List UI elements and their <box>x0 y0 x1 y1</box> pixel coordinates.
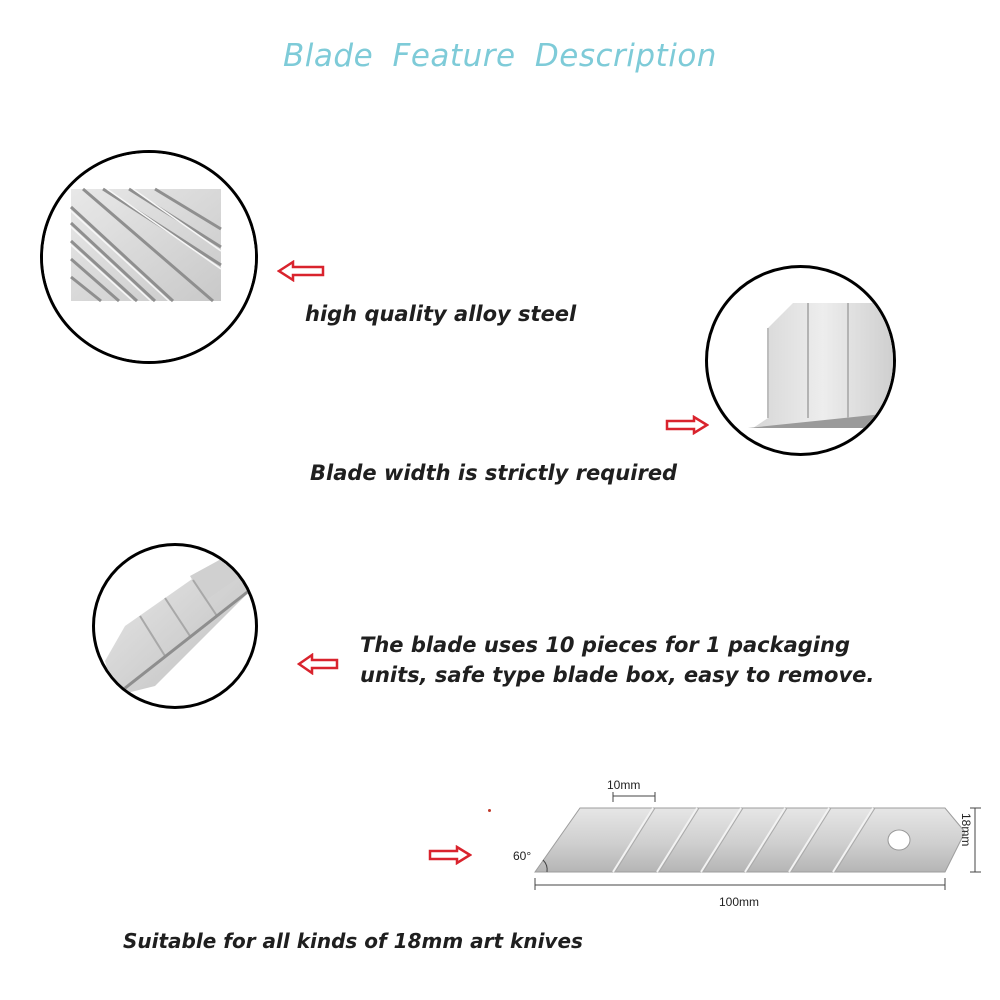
feature-suitable-text: Suitable for all kinds of 18mm art knives <box>123 929 583 953</box>
feature-steel-text: high quality alloy steel <box>305 302 577 326</box>
feature-packaging-text <box>360 630 874 690</box>
feature-packaging-line2: units, safe type blade box, easy to remove. <box>360 663 875 687</box>
blade-pack-image <box>92 543 258 709</box>
blade-dimension-diagram <box>513 770 1000 920</box>
blade-angle-label: 60° <box>513 849 532 863</box>
blade-length-label: 100mm <box>719 895 760 909</box>
arrow-right-icon <box>428 845 472 865</box>
blade-tip-image <box>705 265 896 456</box>
feature-width-text: Blade width is strictly required <box>310 461 678 485</box>
steel-texture-image <box>40 150 258 364</box>
arrow-left-icon <box>297 653 339 675</box>
arrow-left-icon <box>277 260 325 282</box>
segment-width-label: 10mm <box>607 778 641 792</box>
blade-height-label: 18mm <box>959 813 973 847</box>
page-title: Blade Feature Description <box>283 38 717 74</box>
arrow-right-icon <box>665 415 709 435</box>
feature-packaging-line1: The blade uses 10 pieces for 1 packaging <box>360 633 850 657</box>
decorative-dot <box>488 809 491 812</box>
